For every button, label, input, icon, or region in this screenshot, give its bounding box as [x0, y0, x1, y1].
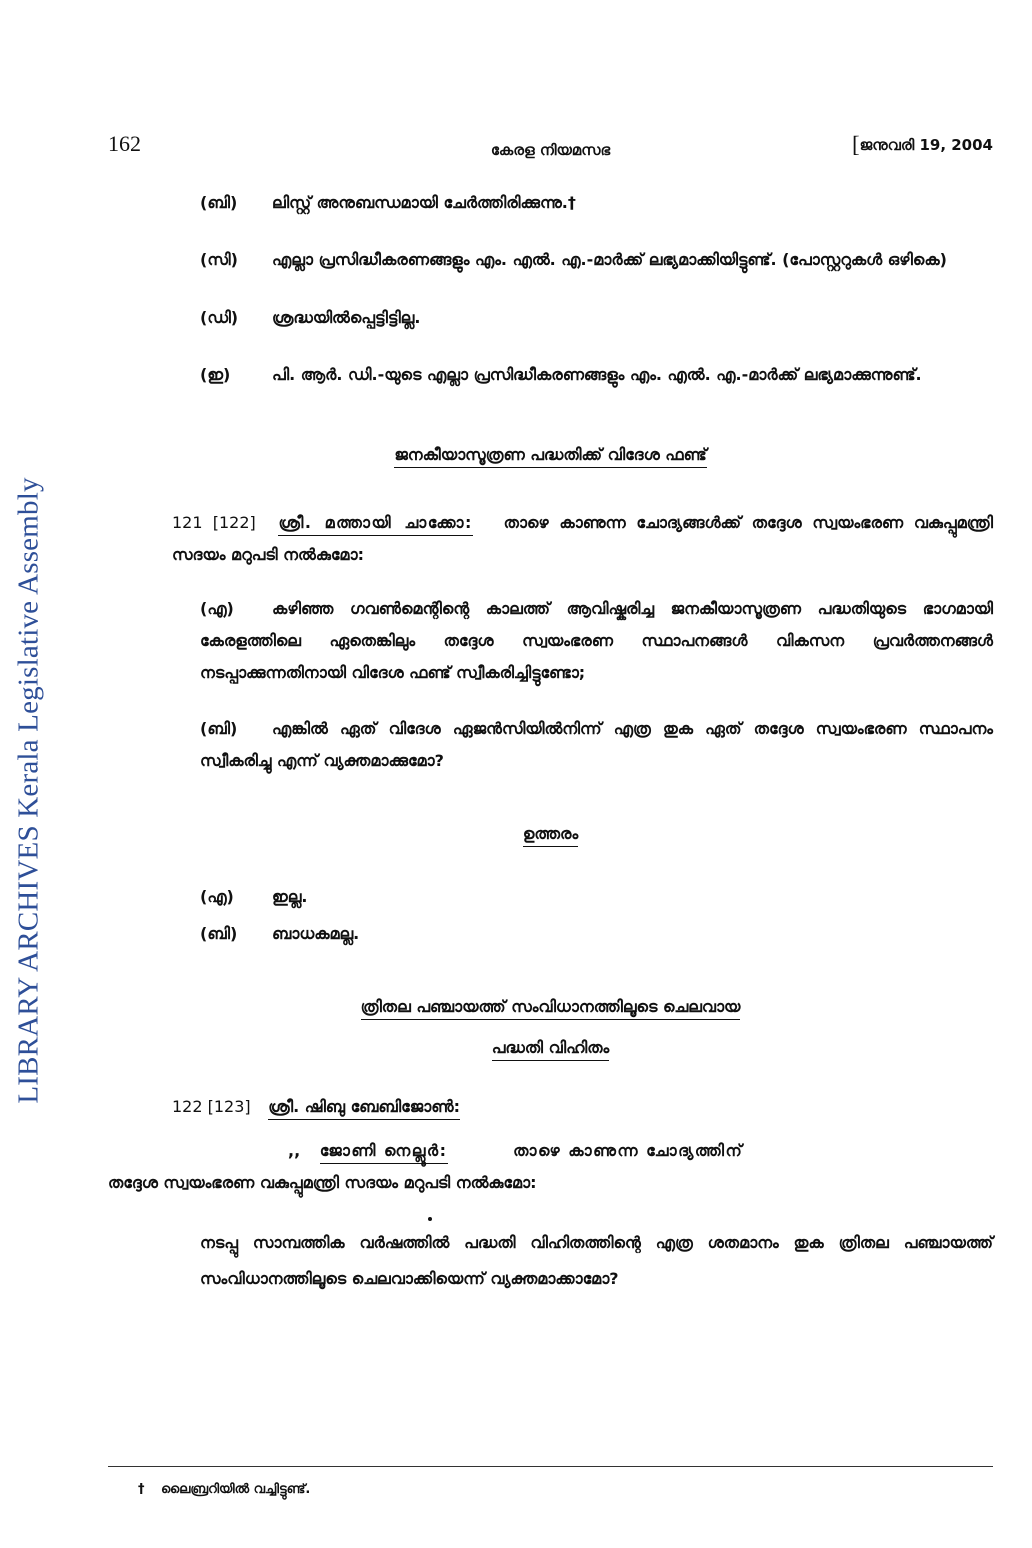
item-text: എല്ലാ പ്രസിദ്ധീകരണങ്ങളും എം. എൽ. എ.-മാർക്ക് ലഭ്യമാക്കിയിട്ടുണ്ട്. (പോസ്റ്ററുകൾ ഒഴികെ) [272, 250, 947, 269]
item-marker: (ഇ) [200, 365, 231, 384]
item-text: ബാധകമല്ല. [272, 924, 360, 943]
answer-heading-text: ഉത്തരം [523, 824, 578, 847]
item-text: ഇല്ല. [272, 887, 308, 906]
question-number: 122 [123] [172, 1097, 251, 1116]
section2-heading-line1 [108, 994, 993, 1019]
item-text: നടപ്പു സാമ്പത്തിക വർഷത്തിൽ പദ്ധതി വിഹിതത്തിന്റെ എത്ര ശതമാനം തുക ത്രിതല പഞ്ചായത്ത് സംവിധാനത്തിലൂടെ ചെലവാക്കിയെന്ന് വ്യക്തമാക്കാമോ? [200, 1233, 993, 1288]
question-122-text [108, 1225, 993, 1297]
item-marker: (ബി) [200, 719, 238, 738]
section1-heading [108, 442, 993, 467]
item-text: എങ്കിൽ ഏത് വിദേശ ഏജൻസിയിൽനിന്ന് എത്ര തുക ഏത് തദ്ദേശ സ്വയംഭരണ സ്ഥാപനം സ്വീകരിച്ചു എന്ന് വ്യക്തമാക്കുമോ? [200, 719, 993, 770]
question-intro: താഴെ കാണുന്ന ചോദ്യങ്ങൾക്ക് തദ്ദേശ സ്വയംഭരണ വകുപ്പുമന്ത്രി സദയം മറുപടി നൽകുമോ: [172, 513, 993, 564]
question-member: ജോണി നെല്ലൂർ: [320, 1141, 448, 1164]
page-title: കേരള നിയമസഭ [490, 141, 611, 159]
prev-answer-d [108, 305, 993, 330]
question-122-header [108, 1094, 993, 1119]
item-text: ശ്രദ്ധയിൽപ്പെട്ടിട്ടില്ല. [272, 308, 421, 327]
archive-watermark [4, 420, 54, 1160]
answer-b [108, 921, 993, 946]
question-number: 121 [122] [172, 513, 256, 532]
header-date [852, 132, 993, 158]
prev-answer-e [108, 360, 993, 390]
ditto-mark: ,, [288, 1141, 301, 1160]
question-member: ശ്രീ. ഷിബു ബേബിജോൺ: [268, 1097, 460, 1120]
date-bracket: [ [851, 132, 860, 157]
section2-heading-line2 [108, 1035, 993, 1060]
date-text: ജനുവരി 19, 2004 [859, 136, 993, 154]
prev-answer-c [108, 245, 993, 275]
footnote-rule [108, 1466, 993, 1467]
section1-heading-text: ജനകീയാസൂത്രണ പദ്ധതിക്ക് വിദേശ ഫണ്ട് [394, 445, 706, 468]
item-text: ലിസ്റ്റ് അനുബന്ധമായി ചേർത്തിരിക്കുന്നു.† [272, 193, 576, 212]
answer-a [108, 884, 993, 909]
item-marker: (ബി) [200, 924, 238, 943]
stray-dot [428, 1217, 432, 1221]
question-121 [108, 507, 993, 571]
item-text: പി. ആർ. ഡി.-യുടെ എല്ലാ പ്രസിദ്ധീകരണങ്ങളും എം. എൽ. എ.-മാർക്ക് ലഭ്യമാക്കുന്നുണ്ട്. [272, 365, 922, 384]
item-marker: (എ) [200, 887, 234, 906]
section2-heading-text: ത്രിതല പഞ്ചായത്ത് സംവിധാനത്തിലൂടെ ചെലവായ [361, 997, 741, 1020]
question-intro-rest: തദ്ദേശ സ്വയംഭരണ വകുപ്പുമന്ത്രി സദയം മറുപടി നൽകുമോ: [108, 1173, 537, 1192]
section2-heading-text: പദ്ധതി വിഹിതം [492, 1038, 610, 1061]
question-121-b [108, 713, 993, 777]
footnote [138, 1482, 310, 1497]
question-121-a [108, 593, 993, 689]
item-text: കഴിഞ്ഞ ഗവൺമെന്റിന്റെ കാലത്ത് ആവിഷ്കരിച്ച ജനകീയാസൂത്രണ പദ്ധതിയുടെ ഭാഗമായി കേരളത്തിലെ ഏതെങ്കിലും തദ്ദേശ സ്വയംഭരണ സ്ഥാപനങ്ങൾ വികസന പ്രവർത്തനങ്ങൾ നടപ്പാക്കുന്നതിനായി വിദേശ ഫണ്ട് സ്വീകരിച്ചിട്ടുണ്ടോ; [200, 599, 993, 682]
question-122 [108, 1135, 993, 1199]
footnote-text: ലൈബ്രറിയിൽ വച്ചിട്ടുണ്ട്. [161, 1482, 311, 1497]
item-marker: (ഡി) [200, 308, 239, 327]
page-header [108, 128, 993, 168]
answer-heading [108, 821, 993, 846]
question-intro: താഴെ കാണുന്ന ചോദ്യത്തിന് [513, 1141, 744, 1160]
page-body [108, 128, 993, 1297]
item-marker: (സി) [200, 250, 238, 269]
prev-answer-b [108, 190, 993, 215]
page-number: 162 [108, 131, 141, 156]
item-marker: (ബി) [200, 193, 238, 212]
footnote-mark: † [138, 1482, 145, 1497]
item-marker: (എ) [200, 599, 234, 618]
question-member: ശ്രീ. മത്തായി ചാക്കോ: [278, 513, 472, 536]
watermark-text: LIBRARY ARCHIVES Kerala Legislative Assembly [12, 476, 45, 1104]
